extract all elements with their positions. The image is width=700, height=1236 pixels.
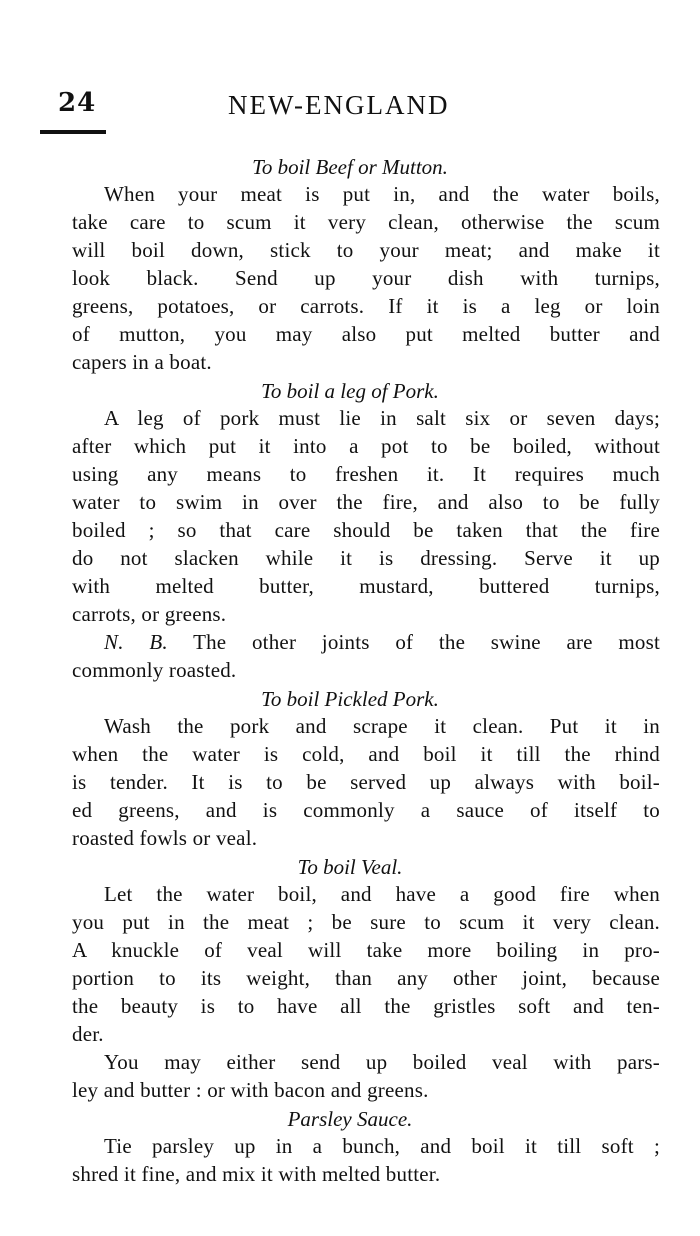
- text-line: capers in a boat.: [72, 350, 212, 374]
- text-line: Wash the pork and scrape it clean. Put it in: [104, 714, 660, 738]
- section-heading: To boil a leg of Pork.: [261, 379, 439, 403]
- paragraph: [40, 880, 660, 1104]
- page-content: [40, 152, 660, 1188]
- text-line: with melted butter, mustard, buttered turnips,: [72, 574, 660, 598]
- header-rule: [40, 130, 106, 134]
- text-line: after which put it into a pot to be boiled, without: [72, 434, 660, 458]
- paragraph: [40, 180, 660, 376]
- text-line: you put in the meat ; be sure to scum it very clean.: [72, 910, 660, 934]
- text-line: water to swim in over the fire, and also to be fully: [72, 490, 660, 514]
- section-heading: To boil Beef or Mutton.: [252, 155, 448, 179]
- text-line: when the water is cold, and boil it till the rhind: [72, 742, 660, 766]
- text-line: using any means to freshen it. It requires much: [72, 462, 660, 486]
- text-line: look black. Send up your dish with turnips,: [72, 266, 660, 290]
- page-number: 24: [58, 88, 97, 118]
- book-page: [40, 80, 660, 1186]
- text-line: A knuckle of veal will take more boiling in pro-: [72, 938, 660, 962]
- paragraph: [40, 1132, 660, 1188]
- text-line: Tie parsley up in a bunch, and boil it till soft ;: [104, 1134, 660, 1158]
- section-heading: Parsley Sauce.: [287, 1107, 413, 1131]
- text-line: of mutton, you may also put melted butter and: [72, 322, 660, 346]
- text-line: A leg of pork must lie in salt six or seven days;: [104, 406, 660, 430]
- text-line: is tender. It is to be served up always with boil-: [72, 770, 660, 794]
- text-line: do not slacken while it is dressing. Serve it up: [72, 546, 660, 570]
- note-label: N. B.: [104, 630, 168, 654]
- text-line: will boil down, stick to your meat; and make it: [72, 238, 660, 262]
- text-line: You may either send up boiled veal with pars-: [104, 1050, 660, 1074]
- text-line: shred it fine, and mix it with melted butter.: [72, 1162, 441, 1186]
- paragraph: [40, 712, 660, 852]
- text-line: boiled ; so that care should be taken that the fire: [72, 518, 660, 542]
- page-header: [40, 80, 660, 120]
- running-head: NEW-ENGLAND: [228, 90, 450, 120]
- text-line: portion to its weight, than any other joint, because: [72, 966, 660, 990]
- text-line: roasted fowls or veal.: [72, 826, 258, 850]
- note-text: The other joints of the swine are most: [193, 630, 660, 654]
- text-line: the beauty is to have all the gristles soft and ten-: [72, 994, 660, 1018]
- text-line: ley and butter : or with bacon and greens.: [72, 1078, 429, 1102]
- paragraph: [40, 404, 660, 684]
- text-line: take care to scum it very clean, otherwise the scum: [72, 210, 660, 234]
- text-line: commonly roasted.: [72, 658, 237, 682]
- text-line: ed greens, and is commonly a sauce of itself to: [72, 798, 660, 822]
- text-line: Let the water boil, and have a good fire when: [104, 882, 660, 906]
- text-line: der.: [72, 1022, 104, 1046]
- text-line: carrots, or greens.: [72, 602, 227, 626]
- section-heading: To boil Pickled Pork.: [261, 687, 439, 711]
- section-heading: To boil Veal.: [297, 855, 403, 879]
- text-line: greens, potatoes, or carrots. If it is a leg or loin: [72, 294, 660, 318]
- text-line: When your meat is put in, and the water boils,: [104, 182, 660, 206]
- note-line: [40, 628, 660, 656]
